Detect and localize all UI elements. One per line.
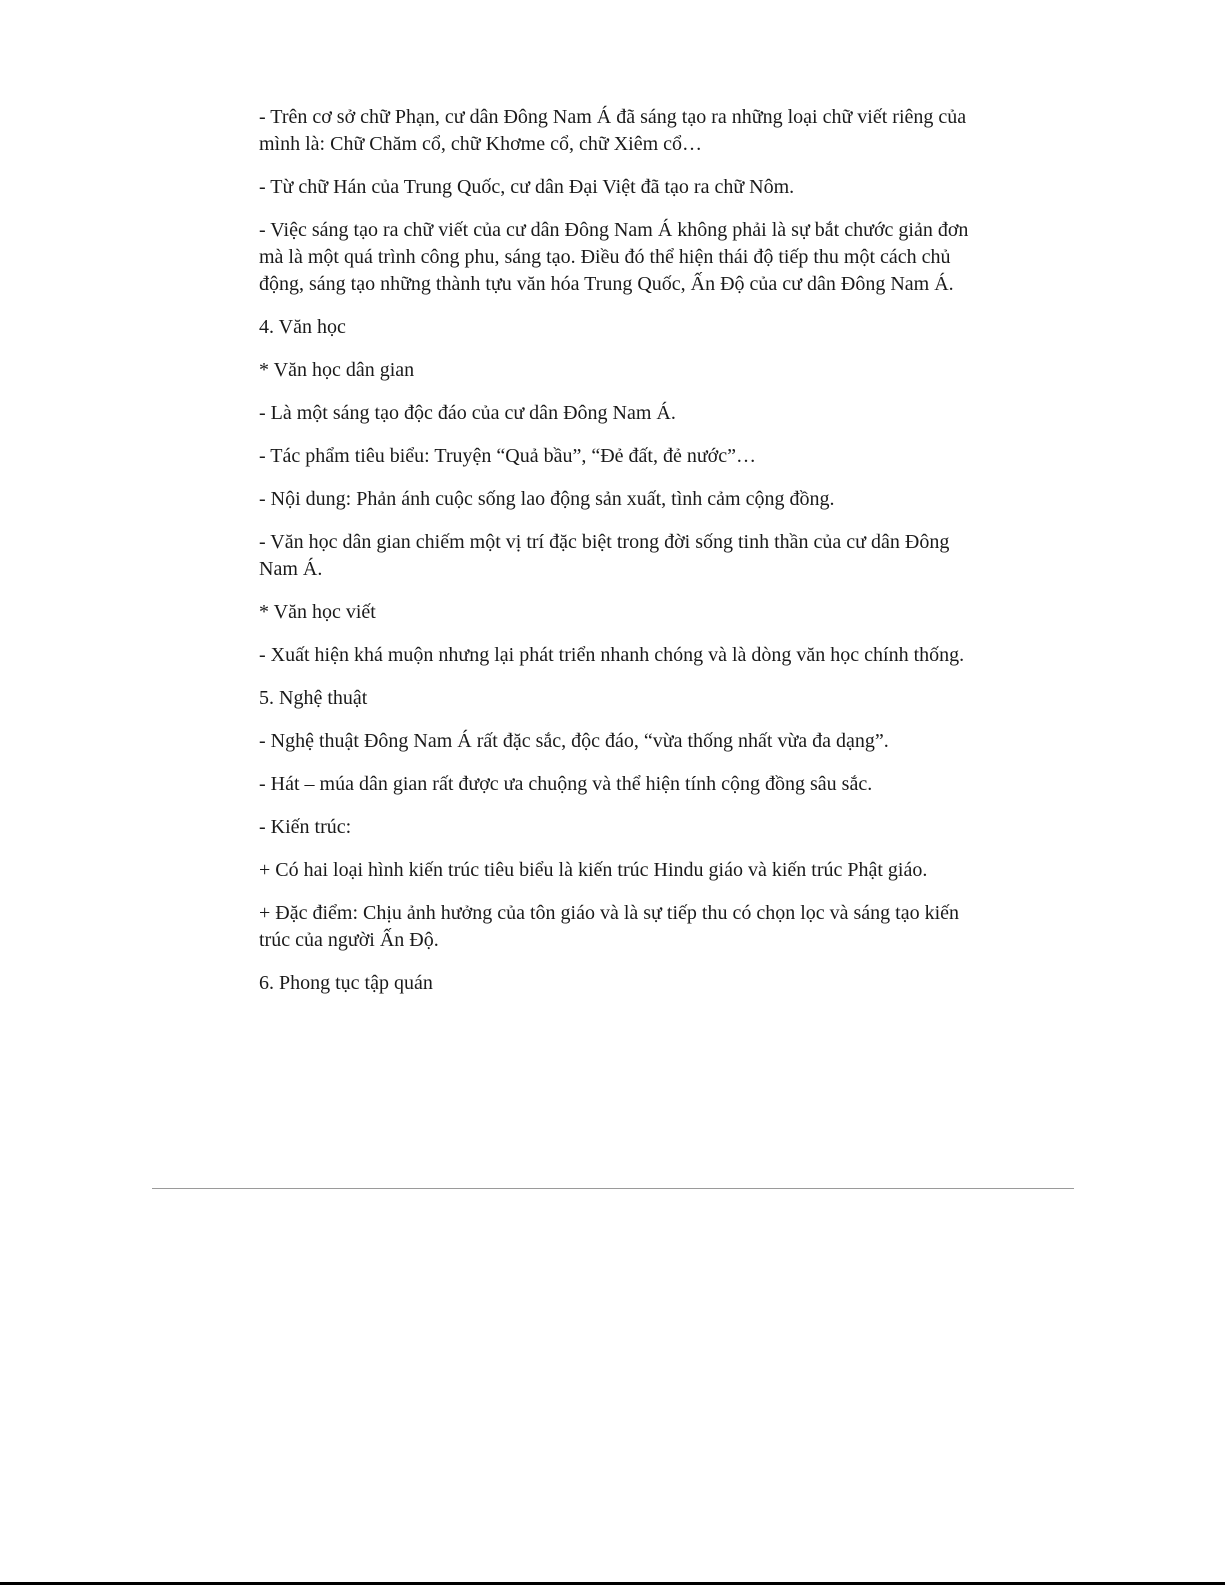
paragraph-kien-truc: - Kiến trúc:: [259, 816, 352, 838]
paragraph-loai-hinh-kien-truc: + Có hai loại hình kiến trúc tiêu biểu là kiến trúc Hindu giáo và kiến trúc Phật giáo.: [259, 859, 928, 881]
paragraph-tac-pham-tieu-bieu: - Tác phẩm tiêu biểu: Truyện “Quả bầu”, “Đẻ đất, đẻ nước”…: [259, 445, 757, 467]
subheading-van-hoc-dan-gian: * Văn học dân gian: [259, 359, 415, 381]
section-heading-phong-tuc: 6. Phong tục tập quán: [259, 972, 433, 994]
paragraph-xuat-hien-muon: - Xuất hiện khá muộn nhưng lại phát triển nhanh chóng và là dòng văn học chính thống.: [259, 644, 965, 666]
paragraph-hat-mua: - Hát – múa dân gian rất được ưa chuộng và thể hiện tính cộng đồng sâu sắc.: [259, 773, 873, 795]
section-heading-van-hoc: 4. Văn học: [259, 316, 346, 338]
paragraph-chu-nom: - Từ chữ Hán của Trung Quốc, cư dân Đại Việt đã tạo ra chữ Nôm.: [259, 176, 795, 198]
paragraph-sang-tao-chu-viet: - Việc sáng tạo ra chữ viết của cư dân Đông Nam Á không phải là sự bắt chước giản đơn mà là một quá trình công phu, sáng tạo. Điều đó thể hiện thái độ tiếp thu một cách chủ động, sáng tạo những thành tựu văn hóa Trung Quốc, Ấn Độ của cư dân Đông Nam Á.: [259, 219, 969, 295]
paragraph-noi-dung: - Nội dung: Phản ánh cuộc sống lao động sản xuất, tình cảm cộng đồng.: [259, 488, 835, 510]
section-heading-nghe-thuat: 5. Nghệ thuật: [259, 687, 368, 709]
paragraph-dac-diem-kien-truc: + Đặc điểm: Chịu ảnh hưởng của tôn giáo và là sự tiếp thu có chọn lọc và sáng tạo kiến trúc của người Ấn Độ.: [259, 902, 960, 951]
page-divider: [152, 1188, 1074, 1189]
paragraph-nghe-thuat-dac-sac: - Nghệ thuật Đông Nam Á rất đặc sắc, độc đáo, “vừa thống nhất vừa đa dạng”.: [259, 730, 889, 752]
paragraph-chu-viet-pham: - Trên cơ sở chữ Phạn, cư dân Đông Nam Á đã sáng tạo ra những loại chữ viết riêng của mình là: Chữ Chăm cổ, chữ Khơme cổ, chữ Xiêm cổ…: [259, 106, 967, 155]
paragraph-vi-tri-dac-biet: - Văn học dân gian chiếm một vị trí đặc biệt trong đời sống tinh thần của cư dân Đông Nam Á.: [259, 531, 950, 580]
document-body: [259, 104, 969, 1013]
paragraph-sang-tao-doc-dao: - Là một sáng tạo độc đáo của cư dân Đông Nam Á.: [259, 402, 676, 424]
subheading-van-hoc-viet: * Văn học viết: [259, 601, 376, 623]
